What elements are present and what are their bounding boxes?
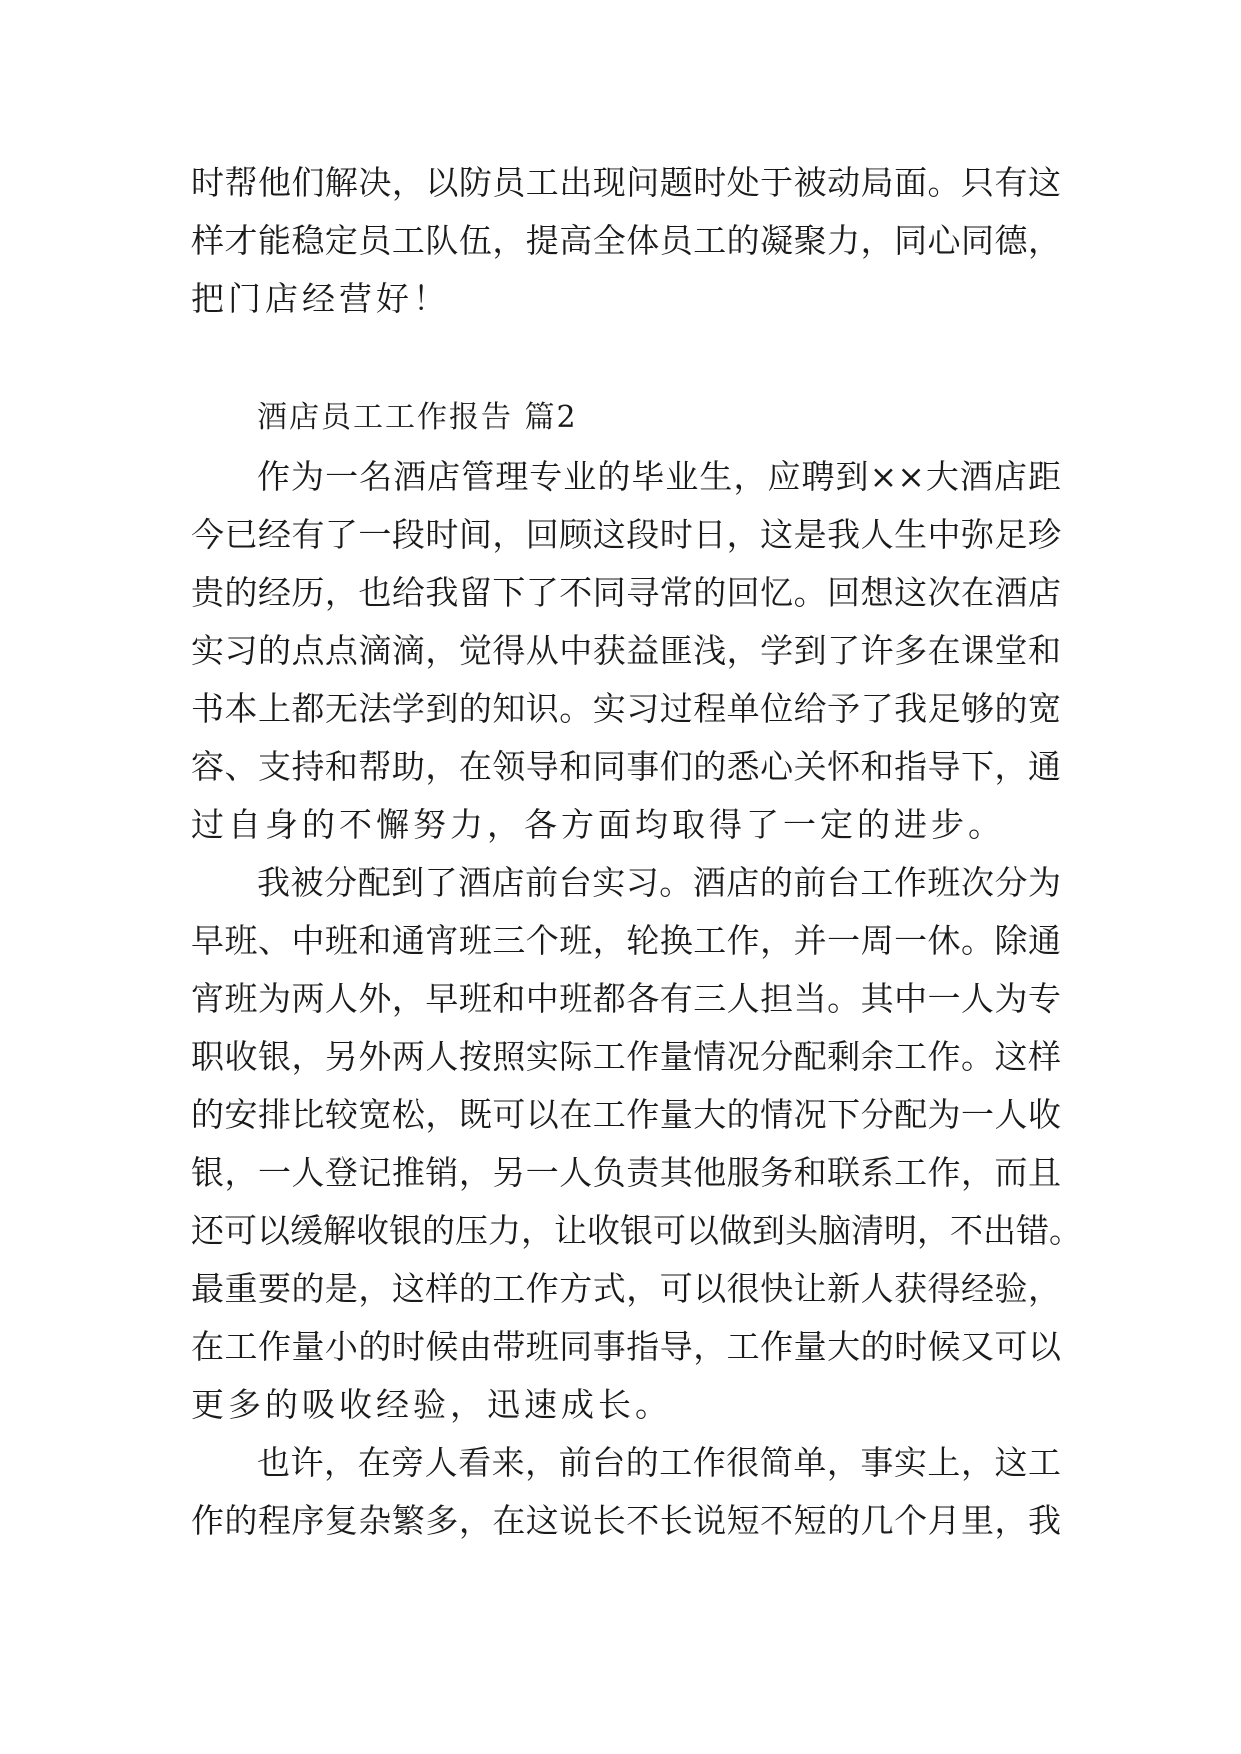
text-line: 时帮他们解决，以防员工出现问题时处于被动局面。只有这 [191,163,1061,202]
text-line: 书本上都无法学到的知识。实习过程单位给予了我足够的宽 [191,689,1061,728]
text-line: 贵的经历，也给我留下了不同寻常的回忆。回想这次在酒店 [191,573,1061,612]
text-line: 最重要的是，这样的工作方式，可以很快让新人获得经验， [191,1269,1061,1308]
text-line: 还可以缓解收银的压力，让收银可以做到头脑清明，不出错。 [191,1211,1082,1250]
text-line: 宵班为两人外，早班和中班都各有三人担当。其中一人为专 [191,979,1061,1018]
text-line: 今已经有了一段时间，回顾这段时日，这是我人生中弥足珍 [191,515,1061,554]
text-line: 也许，在旁人看来，前台的工作很简单，事实上，这工 [257,1443,1061,1482]
text-line: 作为一名酒店管理专业的毕业生，应聘到××大酒店距 [257,457,1061,496]
text-line: 作的程序复杂繁多，在这说长不长说短不短的几个月里，我 [191,1501,1061,1540]
text-line: 更多的吸收经验，迅速成长。 [191,1385,672,1424]
text-line: 过自身的不懈努力，各方面均取得了一定的进步。 [191,805,1005,844]
text-line: 把门店经营好！ [191,279,450,318]
text-line: 的安排比较宽松，既可以在工作量大的情况下分配为一人收 [191,1095,1061,1134]
text-line: 职收银，另外两人按照实际工作量情况分配剩余工作。这样 [191,1037,1061,1076]
text-line: 我被分配到了酒店前台实习。酒店的前台工作班次分为 [257,863,1061,902]
text-line: 在工作量小的时候由带班同事指导，工作量大的时候又可以 [191,1327,1061,1366]
text-line: 容、支持和帮助，在领导和同事们的悉心关怀和指导下，通 [191,747,1061,786]
text-line: 实习的点点滴滴，觉得从中获益匪浅，学到了许多在课堂和 [191,631,1061,670]
section-heading: 酒店员工工作报告 篇2 [257,400,578,435]
text-line: 早班、中班和通宵班三个班，轮换工作，并一周一休。除通 [191,921,1061,960]
text-line: 银，一人登记推销，另一人负责其他服务和联系工作，而且 [191,1153,1061,1192]
text-line: 样才能稳定员工队伍，提高全体员工的凝聚力，同心同德， [191,221,1061,260]
